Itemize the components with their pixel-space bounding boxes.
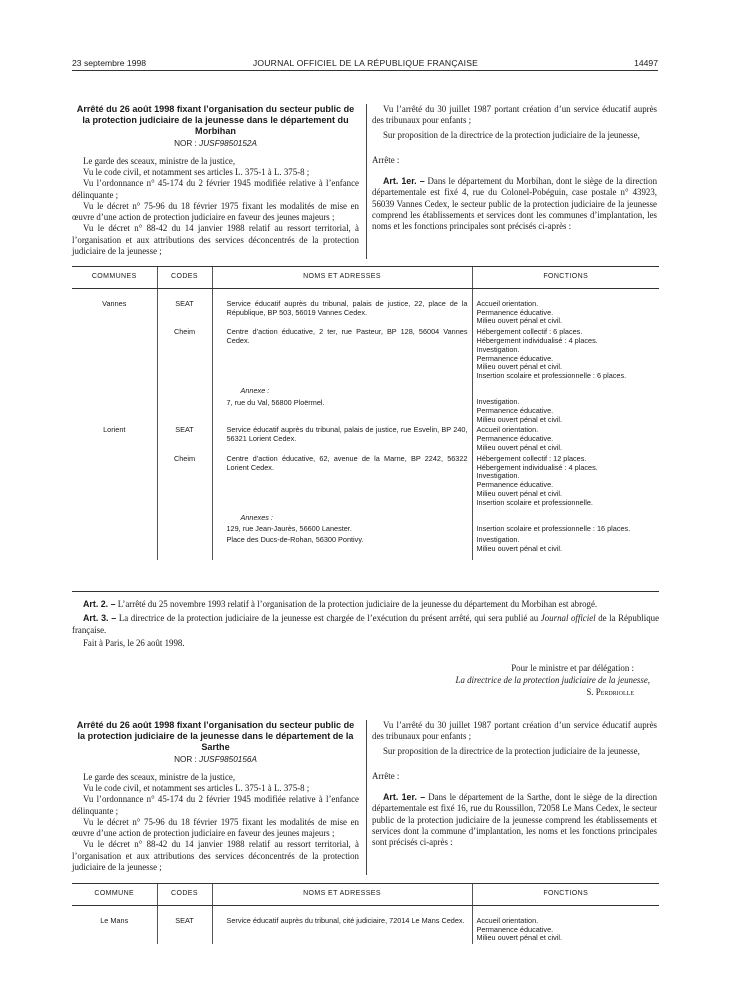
- col-header-communes: COMMUNES: [72, 267, 157, 289]
- table-row: [72, 327, 659, 382]
- col-header-fonctions: FONCTIONS: [472, 267, 659, 289]
- cell-commune: Le Mans: [100, 915, 129, 925]
- cell-name: [212, 509, 472, 536]
- cell-name: [212, 382, 472, 425]
- cell-functions: [472, 454, 659, 509]
- arrete1-left-column: [72, 104, 359, 257]
- arrete1-para: Sur proposition de la directrice de la protection judiciaire de la jeunesse,: [383, 129, 640, 140]
- function-item: Hébergement individualisé : 4 places.: [476, 335, 598, 345]
- table-row: [72, 299, 659, 327]
- arrete1-art2-label: Art. 2. –: [83, 599, 116, 609]
- col-header-codes: CODES: [157, 267, 212, 289]
- arrete1-para: Vu le code civil, et notamment ses articles L. 375-1 à L. 375-8 ;: [83, 166, 310, 177]
- arrete2-table: [72, 883, 659, 944]
- cell-code: Cheim: [157, 454, 212, 509]
- arrete1-art3-label: Art. 3. –: [83, 613, 117, 624]
- col-header-commune: COMMUNE: [72, 884, 157, 906]
- cell-code: SEAT: [157, 299, 212, 327]
- function-item: Milieu ouvert pénal et civil.: [476, 414, 563, 424]
- arrete1-art1-text: Dans le département du Morbihan, dont le siège de la direction départementale est fixé 4, rue du Colonel-Pobéguin, case postale n° 43923, 56039 Vannes Cedex, le secteur public de la protection judiciaire de la jeunesse comprend les établissements et services dont les communes d’implantation, les noms et les fonctions principales sont précisés ci-après :: [372, 176, 658, 232]
- function-item: Investigation.: [476, 396, 520, 406]
- arrete2-para: Vu l’arrêté du 30 juillet 1987 portant création d’un service éducatif auprès des tribunaux pour enfants ;: [372, 720, 657, 742]
- arrete1-articles: [72, 599, 659, 649]
- arrete1-signatory: S. Perdriolle: [586, 687, 634, 697]
- function-item: Permanence éducative.: [476, 353, 554, 363]
- annex-label: Annexes :: [240, 512, 273, 522]
- arrete2-para: Le garde des sceaux, ministre de la justice,: [83, 771, 236, 782]
- cell-functions: [472, 425, 659, 453]
- arrete1-para: Vu l’ordonnance n° 45-174 du 2 février 1945 modifiée relative à l’enfance délinquante ;: [72, 178, 359, 200]
- cell-commune: Lorient: [103, 425, 126, 435]
- function-item: Hébergement collectif : 6 places.: [476, 327, 583, 337]
- arrete2-para: Vu le décret n° 88-42 du 14 janvier 1988 relatif au ressort territorial, à l’organisation et aux attributions des services déconcentrés de la protection judiciaire de la jeunesse ;: [72, 839, 359, 873]
- function-item: Investigation.: [476, 471, 520, 481]
- cell-name: Centre d’action éducative, 62, avenue de la Marne, BP 2242, 56322 Lorient Cedex.: [212, 454, 472, 509]
- arrete2-para: Vu le décret n° 75-96 du 18 février 1975 fixant les modalités de mise en œuvre d’une action de protection judiciaire en faveur des jeunes majeurs ;: [72, 816, 359, 839]
- arrete2-art1: [372, 792, 657, 848]
- function-item: Milieu ouvert pénal et civil.: [476, 442, 563, 452]
- arrete1-art1-label: Art. 1er. –: [383, 176, 425, 187]
- cell-name: Service éducatif auprès du tribunal, palais de justice, 22, place de la République, BP 503, 56019 Vannes Cedex.: [212, 299, 472, 327]
- cell-name: Centre d’action éducative, 2 ter, rue Pasteur, BP 128, 56004 Vannes Cedex.: [212, 327, 472, 382]
- arrete1-table: [72, 266, 659, 560]
- arrete2-art1-label: Art. 1er. –: [383, 792, 426, 803]
- cell-functions: [472, 327, 659, 382]
- table-row: [72, 454, 659, 509]
- function-item: Accueil orientation.: [476, 298, 539, 308]
- function-item: Permanence éducative.: [476, 434, 554, 444]
- arrete2-nor-label: NOR :: [174, 755, 197, 765]
- function-item: Accueil orientation.: [476, 425, 539, 435]
- cell-name: Service éducatif auprès du tribunal, cité judiciaire, 72014 Le Mans Cedex.: [212, 916, 472, 944]
- arrete1-para: Vu le décret n° 75-96 du 18 février 1975 fixant les modalités de mise en œuvre d’une action de protection judiciaire en faveur des jeunes majeurs ;: [72, 200, 359, 223]
- col-header-codes: CODES: [157, 884, 212, 906]
- arrete2-para: Vu l’ordonnance n° 45-174 du 2 février 1945 modifiée relative à l’enfance délinquante ;: [72, 794, 359, 816]
- arrete1-art2: [72, 599, 659, 610]
- header-date: 23 septembre 1998: [72, 58, 147, 68]
- arrete1-art3-text-b: de la République française.: [72, 613, 660, 635]
- arrete1-title: Arrêté du 26 août 1998 fixant l’organisation du secteur public de la protection judiciaire de la jeunesse dans le département du Morbihan: [76, 104, 355, 136]
- arrete2-column-divider: [366, 720, 367, 875]
- function-item: Hébergement collectif : 12 places.: [476, 453, 587, 463]
- arrete1-art3-journal: Journal officiel: [540, 613, 596, 624]
- arrete1-signature-line1: Pour le ministre et par délégation :: [511, 663, 634, 673]
- arrete1-para: Vu le décret n° 88-42 du 14 janvier 1988 relatif au ressort territorial, à l’organisation et aux attributions des services déconcentrés de la protection judiciaire de la jeunesse ;: [72, 223, 359, 257]
- cell-functions: [472, 916, 659, 944]
- arrete1-art3: [72, 613, 659, 636]
- arrete2-nor: [72, 754, 359, 765]
- arrete1-column-divider: [366, 104, 367, 259]
- arrete2-title: Arrêté du 26 août 1998 fixant l’organisation du secteur public de la protection judiciaire de la jeunesse dans le département de la Sarthe: [76, 720, 355, 752]
- function-item: Permanence éducative.: [476, 480, 554, 490]
- arrete1-nor-label: NOR :: [174, 139, 197, 149]
- cell-code: SEAT: [157, 916, 212, 944]
- arrete2-para: Sur proposition de la directrice de la protection judiciaire de la jeunesse,: [383, 745, 640, 756]
- arrete2-left-column: [72, 720, 359, 873]
- arrete2-para: Vu le code civil, et notamment ses articles L. 375-1 à L. 375-8 ;: [83, 782, 310, 793]
- arrete1-arrete: Arrête :: [372, 154, 400, 165]
- arrete1-para: Le garde des sceaux, ministre de la justice,: [83, 155, 236, 166]
- function-item: Insertion scolaire et professionnelle : 16 places.: [476, 523, 631, 533]
- table-header-row: [72, 884, 659, 906]
- arrete1-nor-code: JUSF9850152A: [199, 139, 257, 149]
- cell-code: Cheim: [157, 327, 212, 382]
- cell-commune: [72, 327, 157, 382]
- cell-code: SEAT: [157, 425, 212, 453]
- col-header-noms: NOMS ET ADRESSES: [212, 267, 472, 289]
- cell-commune: [72, 454, 157, 509]
- function-item: Insertion scolaire et professionnelle.: [476, 497, 593, 507]
- function-item: Permanence éducative.: [476, 405, 554, 415]
- function-item: Permanence éducative.: [476, 924, 554, 934]
- function-item: Milieu ouvert pénal et civil.: [476, 933, 563, 943]
- col-header-fonctions: FONCTIONS: [472, 884, 659, 906]
- function-item: Hébergement individualisé : 4 places.: [476, 462, 598, 472]
- table-row: [72, 535, 659, 560]
- arrete1-para: Vu l’arrêté du 30 juillet 1987 portant création d’un service éducatif auprès des tribunaux pour enfants ;: [372, 104, 657, 126]
- function-item: Investigation.: [476, 535, 520, 545]
- annex-address: 7, rue du Val, 56800 Ploërmel.: [226, 397, 325, 407]
- arrete1-art1: [372, 176, 657, 232]
- arrete2-arrete: Arrête :: [372, 770, 400, 781]
- table-header-row: [72, 267, 659, 289]
- cell-name: Place des Ducs-de-Rohan, 56300 Pontivy.: [212, 535, 472, 560]
- annex-label: Annexe :: [240, 385, 270, 395]
- arrete1-nor: [72, 138, 359, 149]
- table-row: [72, 509, 659, 536]
- table-row: [72, 425, 659, 453]
- function-item: Permanence éducative.: [476, 307, 554, 317]
- function-item: Milieu ouvert pénal et civil.: [476, 543, 563, 553]
- cell-functions: [472, 382, 659, 425]
- arrete1-fait: Fait à Paris, le 26 août 1998.: [83, 637, 185, 648]
- cell-commune: Vannes: [102, 298, 127, 308]
- function-item: Investigation.: [476, 344, 520, 354]
- col-header-noms: NOMS ET ADRESSES: [212, 884, 472, 906]
- arrete2-nor-code: JUSF9850156A: [199, 755, 257, 765]
- cell-name: Service éducatif auprès du tribunal, palais de justice, rue Esvelin, BP 240, 56321 Lorient Cedex.: [212, 425, 472, 453]
- annex-address: 129, rue Jean-Jaurès, 56600 Lanester.: [226, 524, 352, 534]
- arrete1-art2-text: L’arrêté du 25 novembre 1993 relatif à l’organisation de la protection judiciaire de la jeunesse du département du Morbihan est abrogé.: [117, 599, 598, 609]
- arrete1-table-bottom-rule: [72, 591, 659, 592]
- function-item: Milieu ouvert pénal et civil.: [476, 362, 563, 372]
- journal-title: JOURNAL OFFICIEL DE LA RÉPUBLIQUE FRANÇAISE: [252, 58, 479, 68]
- table-row: [72, 382, 659, 425]
- table-row: [72, 916, 659, 944]
- arrete1-signature-line2: La directrice de la protection judiciaire de la jeunesse,: [455, 675, 650, 685]
- function-item: Insertion scolaire et professionnelle : 6 places.: [476, 371, 627, 381]
- function-item: Milieu ouvert pénal et civil.: [476, 488, 563, 498]
- function-item: Accueil orientation.: [476, 915, 539, 925]
- page-number: 14497: [634, 58, 658, 68]
- cell-functions: [472, 535, 659, 560]
- function-item: Milieu ouvert pénal et civil.: [476, 316, 563, 326]
- arrete2-right-column: [372, 720, 657, 849]
- header-rule: [72, 70, 658, 71]
- cell-functions: [472, 299, 659, 327]
- cell-functions: [472, 509, 659, 536]
- arrete2-art1-text: Dans le département de la Sarthe, dont le siège de la direction départementale est fixé 16, rue du Roussillon, 72058 Le Mans Cedex, le secteur public de la protection judiciaire de la jeunesse comprend les établissements et services dont la commune d’implantation, les noms et les fonctions principales sont précisés ci-après :: [372, 792, 658, 848]
- arrete1-right-column: [372, 104, 657, 233]
- arrete1-art3-text-a: La directrice de la protection judiciaire de la jeunesse est chargée de l’exécution du présent arrêté, qui sera publié au: [118, 613, 539, 624]
